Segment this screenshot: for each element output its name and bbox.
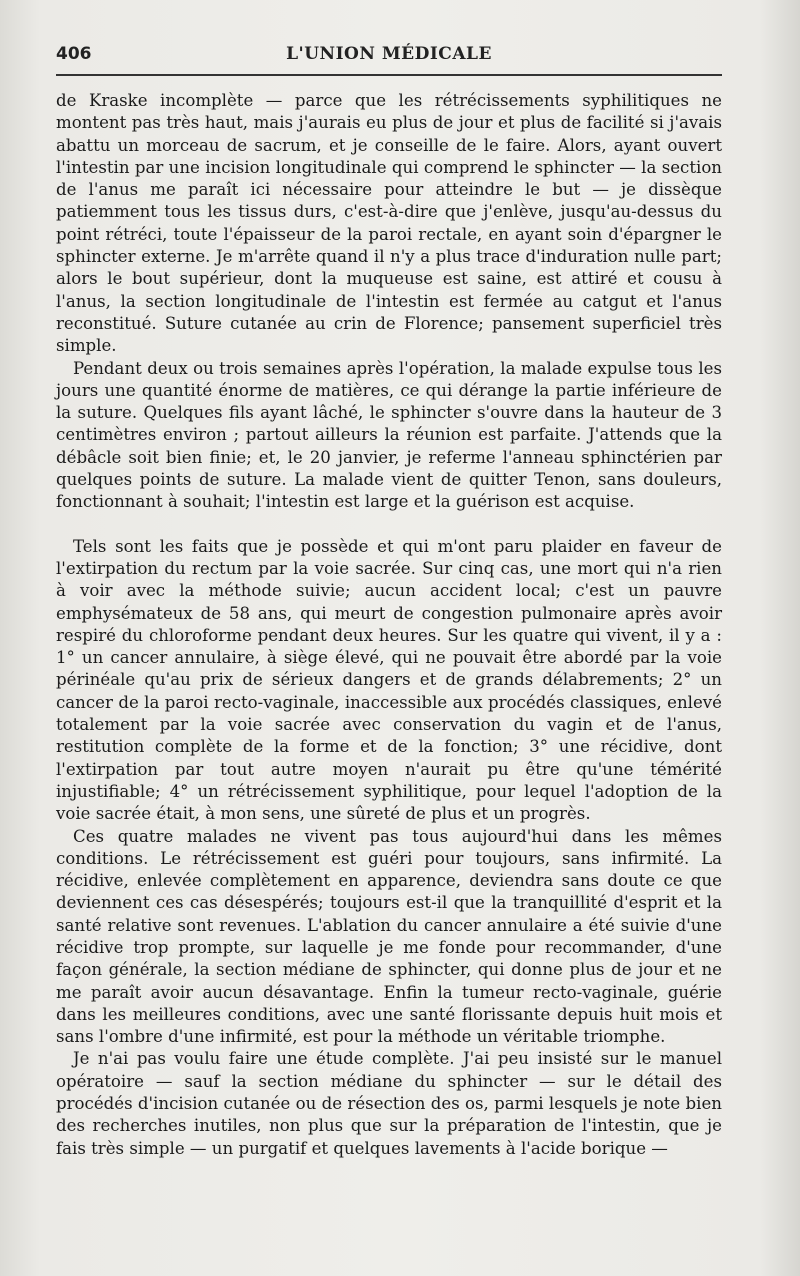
running-head <box>56 40 722 70</box>
header-rule <box>56 74 722 76</box>
body-text <box>56 90 722 1160</box>
page-number: 406 <box>56 44 92 64</box>
paragraph: Pendant deux ou trois semaines après l'opération, la malade expulse tous les jours une quantité énorme de matières, ce qui dérange la partie inférieure de la suture. Quelques fils ayant lâché, le sphincter s'ouvre dans la hauteur de 3 centimètres environ ; partout ailleurs la réunion est parfaite. J'attends que la débâcle soit bien finie; et, le 20 janvier, je referme l'anneau sphinctérien par quelques points de suture. La malade vient de quitter Tenon, sans douleurs, fonctionnant à souhait; l'intestin est large et la guérison est acquise. <box>56 358 722 512</box>
paragraph: Je n'ai pas voulu faire une étude complète. J'ai peu insisté sur le manuel opératoire — sauf la section médiane du sphincter — sur le détail des procédés d'incision cutanée ou de résection des os, parmi lesquels je note bien des recherches inutiles, non plus que sur la préparation de l'intestin, que je fais très simple — un purgatif et quelques lavements à l'acide borique — <box>56 1049 722 1158</box>
paragraph: Tels sont les faits que je possède et qui m'ont paru plaider en faveur de l'extirpation du rectum par la voie sacrée. Sur cinq cas, une mort qui n'a rien à voir avec la méthode suivie; aucun accident local; c'est un pauvre emphysémateux de 58 ans, qui meurt de congestion pulmonaire après avoir respiré du chloroforme pendant deux heures. Sur les quatre qui vivent, il y a : 1° un cancer annulaire, à siège élevé, qui ne pouvait être abordé par la voie périnéale qu'au prix de sérieux dangers et de grands délabrements; 2° un cancer de la paroi recto-vaginale, inaccessible aux procédés classiques, enlevé totalement par la voie sacrée avec conservation du vagin et de l'anus, restitution complète de la forme et de la fonction; 3° une récidive, dont l'extirpation par tout autre moyen n'aurait pu être qu'une témérité injustifiable; 4° un rétrécissement syphilitique, pour lequel l'adoption de la voie sacrée était, à mon sens, une sûreté de plus et un progrès. <box>56 536 722 824</box>
paragraph: de Kraske incomplète — parce que les rétrécissements syphilitiques ne montent pas très haut, mais j'aurais eu plus de jour et plus de facilité si j'avais abattu un morceau de sacrum, et je conseille de le faire. Alors, ayant ouvert l'intestin par une incision longitudinale qui comprend le sphincter — la section de l'anus me paraît ici nécessaire pour atteindre le but — je dissèque patiemment tous les tissus durs, c'est-à-dire que j'enlève, jusqu'au-dessus du point rétréci, toute l'épaisseur de la paroi rectale, en ayant soin d'épargner le sphincter externe. Je m'arrête quand il n'y a plus trace d'induration nulle part; alors le bout supérieur, dont la muqueuse est saine, est attiré et cousu à l'anus, la section longitudinale de l'intestin est fermée au catgut et l'anus reconstitué. Suture cutanée au crin de Florence; pansement superficiel très simple. <box>56 91 722 356</box>
journal-title: L'UNION MÉDICALE <box>286 44 492 64</box>
paragraph: Ces quatre malades ne vivent pas tous aujourd'hui dans les mêmes conditions. Le rétrécissement est guéri pour toujours, sans infirmité. La récidive, enlevée complètement en apparence, deviendra sans doute ce que deviennent ces cas désespérés; toujours est-il que la tranquillité d'esprit et la santé relative sont revenues. L'ablation du cancer annulaire a été suivie d'une récidive trop prompte, sur laquelle je me fonde pour recommander, d'une façon générale, la section médiane de sphincter, qui donne plus de jour et ne me paraît avoir aucun désavantage. Enfin la tumeur recto-vaginale, guérie dans les meilleures conditions, avec une santé florissante depuis huit mois et sans l'ombre d'une infirmité, est pour la méthode un véritable triomphe. <box>56 826 722 1047</box>
